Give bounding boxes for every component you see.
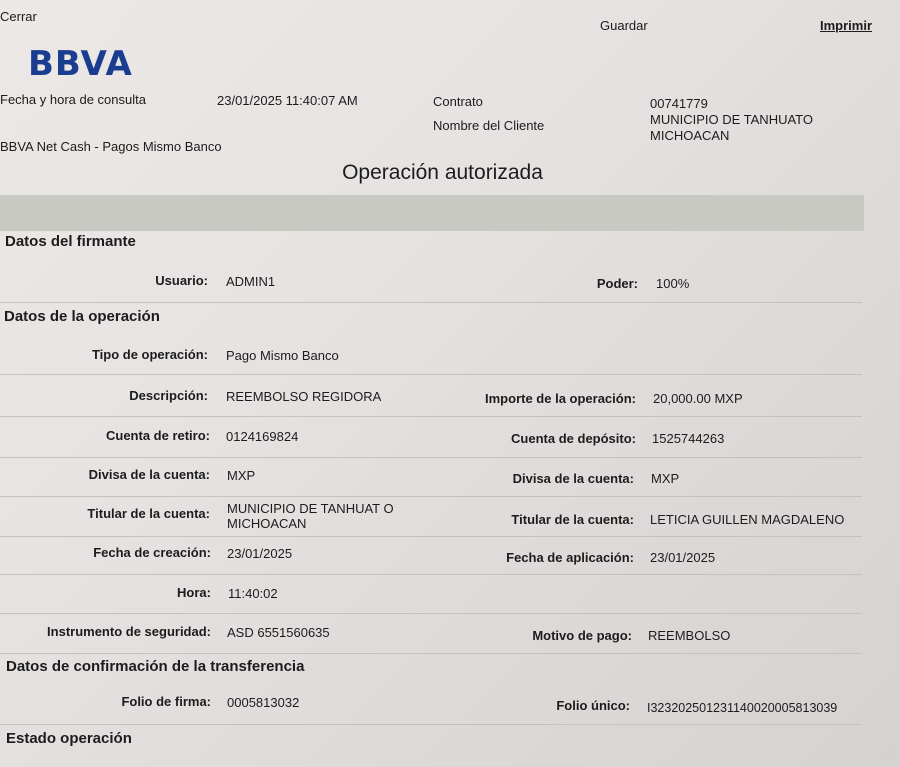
- user-value: ADMIN1: [226, 274, 276, 289]
- contract-value: 00741779: [650, 96, 708, 111]
- bbva-logo: BBVA: [28, 44, 133, 84]
- divider: [0, 496, 862, 497]
- section-signer: Datos del firmante: [5, 233, 136, 250]
- signature-folio-value: 0005813032: [227, 695, 300, 710]
- deposit-account-value: 1525744263: [652, 431, 725, 446]
- service-name: BBVA Net Cash - Pagos Mismo Banco: [0, 139, 222, 154]
- application-date-label: Fecha de aplicación:: [506, 550, 634, 565]
- security-instrument-value: ASD 6551560635: [227, 625, 330, 640]
- amount-label: Importe de la operación:: [485, 391, 636, 406]
- creation-date-label: Fecha de creación:: [93, 545, 211, 560]
- user-label: Usuario:: [155, 273, 208, 288]
- divider: [0, 653, 862, 654]
- deposit-account-label: Cuenta de depósito:: [511, 431, 636, 446]
- section-confirmation: Datos de confirmación de la transferencia: [6, 658, 305, 675]
- client-name-value-line1: MUNICIPIO DE TANHUATO: [650, 112, 813, 127]
- divider: [0, 536, 862, 537]
- amount-value: 20,000.00 MXP: [653, 391, 743, 406]
- holder-right-value: LETICIA GUILLEN MAGDALENO: [650, 512, 845, 527]
- divider: [0, 613, 862, 614]
- time-label: Hora:: [177, 585, 211, 600]
- application-date-value: 23/01/2025: [650, 550, 716, 565]
- withdraw-account-value: 0124169824: [226, 429, 299, 444]
- time-value: 11:40:02: [228, 586, 278, 601]
- payment-reason-value: REEMBOLSO: [648, 628, 731, 643]
- operation-type-label: Tipo de operación:: [91, 347, 208, 362]
- holder-right-label: Titular de la cuenta:: [511, 512, 634, 527]
- power-value: 100%: [656, 276, 690, 291]
- currency-left-value: MXP: [227, 468, 256, 483]
- currency-left-label: Divisa de la cuenta:: [88, 467, 210, 482]
- security-instrument-label: Instrumento de seguridad:: [47, 624, 211, 639]
- section-status: Estado operación: [6, 730, 132, 747]
- client-name-label: Nombre del Cliente: [433, 118, 545, 133]
- page-title: Operación autorizada: [342, 161, 543, 184]
- unique-folio-label: Folio único:: [556, 698, 630, 713]
- description-label: Descripción:: [129, 388, 208, 403]
- save-link[interactable]: Guardar: [600, 18, 648, 33]
- contract-label: Contrato: [433, 94, 483, 109]
- header-band: [0, 195, 864, 231]
- divider: [0, 574, 862, 575]
- divider: [0, 374, 862, 375]
- holder-left-value-line2: MICHOACAN: [227, 516, 307, 531]
- divider: [0, 416, 862, 417]
- print-link[interactable]: Imprimir: [820, 18, 873, 33]
- section-operation: Datos de la operación: [4, 308, 160, 325]
- power-label: Poder:: [596, 276, 638, 291]
- signature-folio-label: Folio de firma:: [121, 694, 211, 709]
- description-value: REEMBOLSO REGIDORA: [226, 389, 382, 404]
- client-name-value-line2: MICHOACAN: [650, 128, 730, 143]
- holder-left-value-line1: MUNICIPIO DE TANHUAT O: [227, 501, 394, 516]
- currency-right-label: Divisa de la cuenta:: [512, 471, 634, 486]
- withdraw-account-label: Cuenta de retiro:: [105, 428, 210, 443]
- close-link[interactable]: Cerrar: [0, 9, 37, 24]
- creation-date-value: 23/01/2025: [227, 546, 293, 561]
- unique-folio-value: I32320250123114002000581303​9: [647, 701, 838, 715]
- divider: [0, 457, 862, 458]
- divider: [0, 302, 862, 303]
- payment-reason-label: Motivo de pago:: [532, 628, 632, 643]
- holder-left-label: Titular de la cuenta:: [87, 506, 210, 521]
- operation-type-value: Pago Mismo Banco: [226, 348, 339, 363]
- currency-right-value: MXP: [651, 471, 680, 486]
- divider: [0, 724, 862, 725]
- consult-date-value: 23/01/2025 11:40:07 AM: [217, 93, 358, 108]
- consult-date-label: Fecha y hora de consulta: [0, 92, 146, 107]
